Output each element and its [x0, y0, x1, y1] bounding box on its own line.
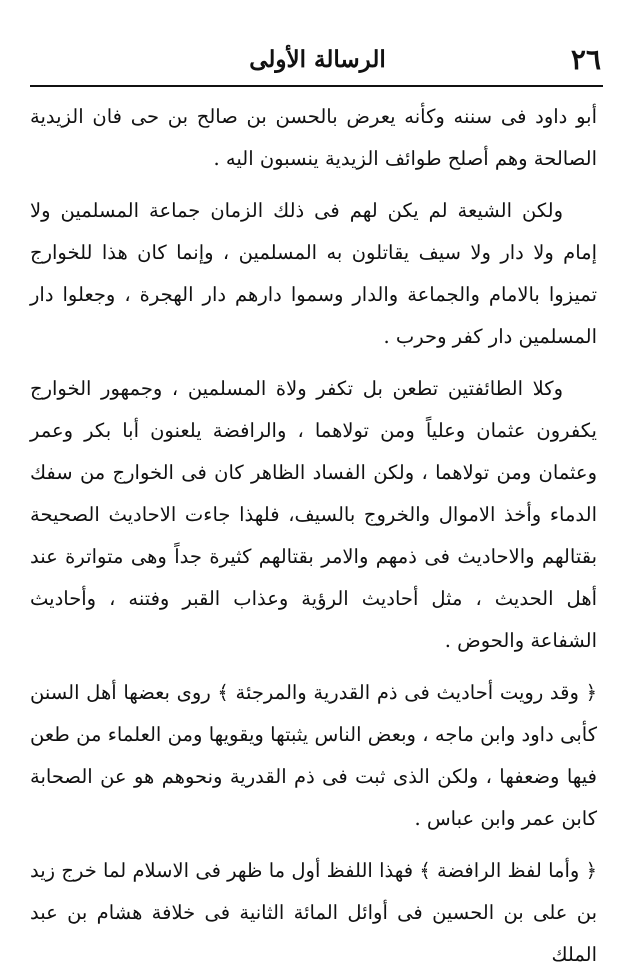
text-line: السنن كأبى داود وابن ماجه ، وبعض الناس يثبتها ويقويها ومن العلماء من — [30, 681, 597, 746]
text-line: أبو داود فى سننه وكأنه يعرض بالحسن بن صالح بن حى فان الزيدية الصالحة — [30, 105, 597, 170]
header-rule — [30, 85, 603, 87]
text-line: ولا سيف يقاتلون به المسلمين ، وإنما كان هذا للخوارج تميزوا بالامام — [30, 241, 598, 306]
text-line: ﴿ وأما لفظ الرافضة ﴾ فهذا اللفظ أول ما ظهر فى الاسلام لما خرج — [61, 859, 598, 882]
paragraph-3 — [30, 368, 597, 662]
text-line: ومن تولاهما ، ولكن الفساد الظاهر كان فى الخوارج من سفك الدماء — [30, 461, 597, 526]
text-line: الحديث ، مثل أحاديث الرؤية وعذاب القبر وفتنه ، وأحاديث الشفاعة — [30, 587, 597, 652]
text-line: طعن فيها وضعفها ، ولكن الذى ثبت فى ذم القدرية ونحوهم هو عن الصحابة — [30, 723, 597, 788]
text-line: والجماعة والدار وسموا دارهم دار الهجرة ، وجعلوا دار المسلمين دار — [30, 283, 597, 348]
body-text — [30, 96, 597, 976]
text-line: ﴿ وقد رويت أحاديث فى ذم القدرية والمرجئة ﴾ روى بعضها أهل — [86, 681, 598, 704]
page-number: ٢٦ — [570, 43, 601, 76]
text-line: وكلا الطائفتين تطعن بل تكفر ولاة المسلمين ، وجمهور الخوارج — [30, 377, 563, 400]
text-line: زيد بن على بن الحسين فى أوائل المائة الثانية فى خلافة هشام بن عبد الملك — [30, 859, 597, 966]
paragraph-4 — [30, 672, 597, 840]
text-line: ولكن الشيعة لم يكن لهم فى ذلك الزمان جماعة المسلمين ولا إمام ولا دار — [30, 199, 597, 264]
text-line: يكفرون عثمان وعلياً ومن تولاهما ، والرافضة يلعنون أبا بكر وعمر وعثمان — [30, 419, 597, 484]
paragraph-5 — [30, 850, 597, 976]
text-line: وهم أصلح طوائف الزيدية ينسبون اليه . — [213, 147, 528, 170]
text-line: كفر وحرب . — [383, 325, 483, 348]
text-line: والاحاديث فى ذمهم والامر بقتالهم كثيرة جداً وهى متواترة عند أهل — [30, 545, 598, 610]
paragraph-1 — [30, 96, 597, 180]
text-line: والحوض . — [444, 629, 525, 652]
page-header — [34, 36, 601, 86]
text-line: كابن عمر وابن عباس . — [414, 807, 597, 830]
paragraph-2 — [30, 190, 597, 358]
text-line: وأخذ الاموال والخروج بالسيف، فلهذا جاءت الاحاديث الصحيحة بقتالهم — [30, 503, 597, 568]
running-title: الرسالة الأولى — [249, 46, 386, 73]
